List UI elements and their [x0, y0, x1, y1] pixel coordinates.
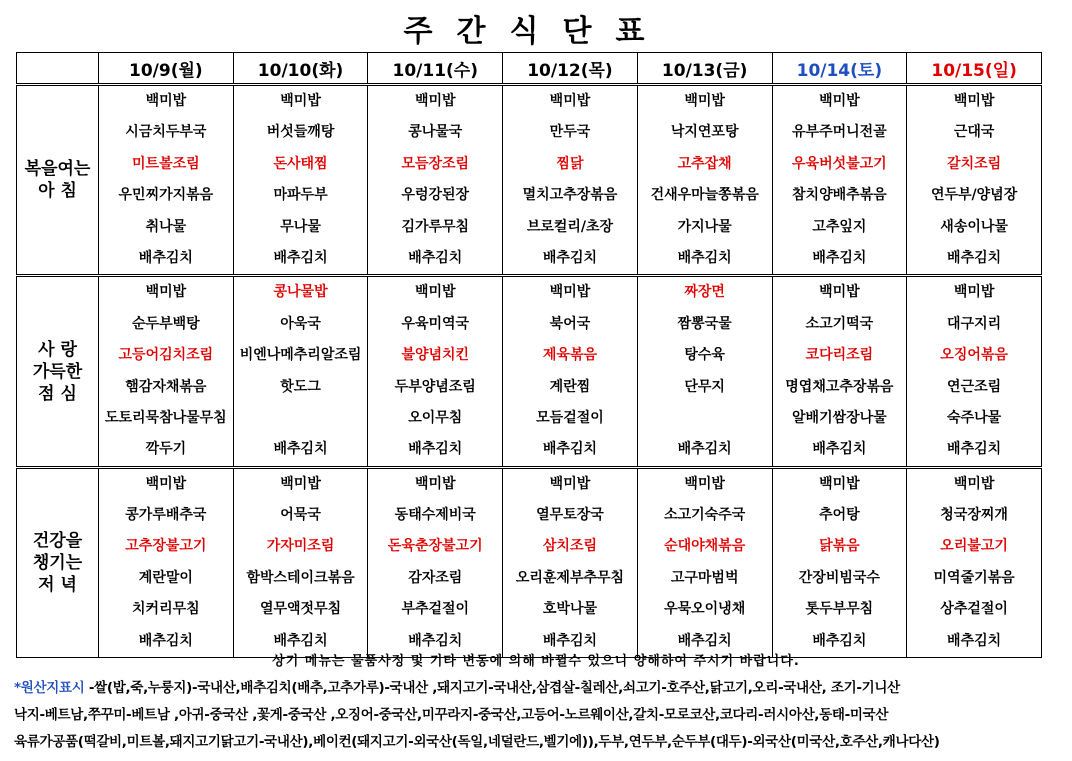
dish-item: 김가루무침 — [401, 218, 470, 235]
menu-cell — [772, 467, 907, 657]
origin-line-1 — [14, 676, 1064, 696]
dish-item: 낙지연포탕 — [670, 124, 739, 141]
menu-cell — [368, 85, 503, 276]
main-dish: 찜닭 — [556, 155, 584, 172]
day-header-sunday: 10/15(일) — [907, 53, 1042, 85]
menu-change-notice: 상기 메뉴는 물품사정 및 기타 변동에 의해 바뀔수 있으니 양해하여 주시기 바랍니다. — [272, 654, 800, 669]
dish-item: 우렁강된장 — [401, 187, 470, 204]
dish-item: 백미밥 — [414, 475, 456, 492]
dish-item — [234, 403, 368, 434]
dish-item: 배추김치 — [138, 632, 193, 649]
dish-item: 두부양념조림 — [394, 378, 476, 395]
dish-item: 취나물 — [145, 218, 187, 235]
dish-item: 열무액젓무침 — [259, 601, 342, 618]
dish-item: 감자조림 — [408, 569, 463, 586]
dish-item: 배추김치 — [408, 249, 463, 266]
menu-cell — [772, 85, 907, 276]
dish-item: 백미밥 — [280, 93, 321, 109]
main-dish: 코다리조림 — [805, 347, 874, 364]
meal-label-lunch — [17, 276, 99, 467]
dish-item: 도토리묵참나물무침 — [104, 409, 227, 426]
dish-item: 순두부백탕 — [132, 315, 200, 332]
main-dish: 고등어김치조림 — [118, 347, 214, 364]
dish-item: 연두부/양념장 — [930, 187, 1018, 204]
meal-label-line: 사 랑 — [38, 339, 77, 360]
dish-item: 만두국 — [549, 124, 591, 141]
menu-cell — [99, 276, 234, 467]
menu-cell — [637, 467, 772, 657]
meal-label-line: 아 침 — [38, 181, 77, 202]
dish-item: 콩나물국 — [408, 124, 463, 141]
dish-item: 백미밥 — [145, 93, 187, 109]
main-dish: 콩나물밥 — [273, 284, 328, 301]
dish-item: 배추김치 — [273, 441, 328, 458]
origin-text: -쌀(밥,죽,누룽지)-국내산,배추김치(배추,고추가루)-국내산 ,돼지고기-국내산,삼겹살-칠레산,쇠고기-호주산,닭고기,오리-국내산, 조기-기니산 — [84, 680, 900, 696]
weekly-menu-table — [16, 52, 1042, 658]
main-dish: 모듬장조림 — [401, 155, 470, 172]
main-dish: 가자미조림 — [266, 538, 335, 555]
meal-row-dinner — [17, 467, 1042, 657]
dish-item: 가지나물 — [677, 218, 732, 235]
dish-item — [638, 403, 772, 434]
origin-line-2: 낙지-베트남,쭈꾸미-베트남 ,아귀-중국산 ,꽃게-중국산 ,오징어-중국산,미꾸라지-중국산,고등어-노르웨이산,갈치-모로코산,코다리-러시아산,동태-미국산 — [14, 707, 889, 723]
dish-item: 백미밥 — [549, 93, 591, 109]
main-dish: 고추장불고기 — [125, 538, 207, 555]
dish-item: 배추김치 — [812, 632, 867, 649]
origin-label: *원산지표시 — [14, 680, 85, 696]
dish-item: 백미밥 — [549, 284, 591, 301]
dish-item: 단무지 — [684, 378, 725, 395]
dish-item: 배추김치 — [677, 249, 732, 266]
menu-cell — [907, 467, 1042, 657]
main-dish: 삼치조림 — [542, 538, 598, 555]
menu-cell — [233, 85, 368, 276]
dish-item: 햄감자채볶음 — [125, 378, 207, 395]
menu-cell — [503, 276, 638, 467]
dish-item: 배추김치 — [947, 632, 1002, 649]
main-dish: 오리불고기 — [940, 538, 1008, 555]
page-title: 주간식단표 — [403, 14, 669, 49]
dish-item: 백미밥 — [280, 475, 321, 492]
dish-item: 버섯들깨탕 — [266, 124, 335, 141]
meal-label-dinner — [17, 467, 99, 657]
dish-item: 추어탕 — [819, 507, 860, 524]
main-dish: 돈육춘장불고기 — [387, 538, 483, 555]
dish-item: 알배기쌈장나물 — [792, 409, 887, 426]
dish-item: 배추김치 — [542, 632, 598, 649]
dish-item: 배추김치 — [138, 249, 193, 266]
day-header-saturday: 10/14(토) — [772, 53, 907, 85]
dish-item: 오리훈제부추무침 — [515, 569, 625, 586]
menu-cell — [233, 276, 368, 467]
dish-item: 배추김치 — [947, 249, 1002, 266]
dish-item: 배추김치 — [408, 632, 463, 649]
dish-item: 깍두기 — [145, 441, 187, 458]
dish-item: 함박스테이크볶음 — [246, 569, 355, 586]
dish-item: 백미밥 — [953, 93, 995, 109]
dish-item: 탕수육 — [684, 347, 725, 364]
dish-item: 배추김치 — [273, 249, 328, 266]
dish-item: 핫도그 — [280, 378, 321, 395]
dish-item: 상추겉절이 — [940, 601, 1008, 618]
meal-row-breakfast — [17, 85, 1042, 276]
dish-item: 청국장찌개 — [940, 507, 1008, 524]
origin-line-3: 육류가공품(떡갈비,미트볼,돼지고기닭고기-국내산),베이컨(돼지고기-외국산(독일,네덜란드,벨기에)),두부,연두부,순두부(대두)-외국산(미국산,호주산,캐나다산) — [14, 734, 940, 750]
dish-item: 숙주나물 — [947, 409, 1002, 426]
dish-item: 멸치고추장볶음 — [522, 187, 618, 204]
menu-cell — [907, 85, 1042, 276]
dish-item: 호박나물 — [542, 601, 598, 618]
dish-item: 배추김치 — [812, 441, 867, 458]
dish-item: 새송이나물 — [940, 218, 1008, 235]
dish-item: 마파두부 — [273, 187, 328, 204]
dish-item: 톳두부무침 — [805, 601, 874, 618]
main-dish: 갈치조림 — [947, 155, 1002, 172]
menu-cell — [637, 276, 772, 467]
dish-item: 아욱국 — [280, 315, 321, 332]
dish-item: 유부주머니전골 — [792, 124, 887, 141]
dish-item: 계란말이 — [138, 569, 193, 586]
main-dish: 미트볼조림 — [132, 155, 200, 172]
dish-item: 백미밥 — [684, 93, 725, 109]
dish-item: 백미밥 — [953, 284, 995, 301]
dish-item: 브로컬리/초장 — [526, 218, 614, 235]
dish-item: 어묵국 — [280, 507, 321, 524]
dish-item: 고추잎지 — [812, 218, 867, 235]
dish-item: 콩가루배추국 — [125, 507, 207, 524]
main-dish: 불양념치킨 — [401, 347, 470, 364]
meal-rows — [17, 85, 1042, 658]
dish-item: 우육미역국 — [401, 315, 470, 332]
dish-item: 배추김치 — [677, 632, 732, 649]
dish-item: 백미밥 — [819, 93, 860, 109]
dish-item: 비엔나메추리알조림 — [239, 347, 362, 364]
dish-item: 참치양배추볶음 — [792, 187, 887, 204]
dish-item: 소고기떡국 — [805, 315, 874, 332]
dish-item: 배추김치 — [542, 441, 598, 458]
dish-item: 오이무침 — [408, 409, 463, 426]
dish-item: 배추김치 — [542, 249, 598, 266]
main-dish: 오징어볶음 — [940, 347, 1008, 364]
dish-item: 열무토장국 — [536, 507, 604, 524]
day-header-row — [17, 53, 1042, 85]
dish-item: 우민찌가지볶음 — [118, 187, 214, 204]
day-header: 10/11(수) — [368, 53, 503, 85]
dish-item: 부추겉절이 — [401, 601, 470, 618]
menu-cell — [368, 467, 503, 657]
main-dish: 순대야채볶음 — [664, 538, 746, 555]
meal-label-line: 점 심 — [38, 383, 77, 404]
meal-label-line: 저 녁 — [38, 574, 77, 595]
main-dish: 닭볶음 — [819, 538, 860, 555]
main-dish: 고추잡채 — [677, 155, 732, 172]
dish-item: 고구마범벅 — [670, 569, 739, 586]
dish-item: 백미밥 — [145, 475, 187, 492]
dish-item: 배추김치 — [408, 441, 463, 458]
day-header: 10/10(화) — [233, 53, 368, 85]
dish-item: 백미밥 — [414, 93, 456, 109]
menu-cell — [503, 85, 638, 276]
dish-item: 배추김치 — [812, 249, 867, 266]
dish-item: 백미밥 — [414, 284, 456, 301]
dish-item: 소고기숙주국 — [664, 507, 746, 524]
dish-item: 간장비빔국수 — [798, 569, 880, 586]
dish-item: 근대국 — [953, 124, 995, 141]
dish-item: 동태수제비국 — [394, 507, 476, 524]
meal-label-line: 건강을 — [32, 530, 83, 551]
menu-cell — [907, 276, 1042, 467]
dish-item: 짬뽕국물 — [677, 315, 732, 332]
meal-label-breakfast — [17, 85, 99, 276]
meal-label-line: 가득한 — [32, 361, 83, 382]
dish-item: 백미밥 — [684, 475, 725, 492]
day-header: 10/12(목) — [503, 53, 638, 85]
meal-row-lunch — [17, 276, 1042, 467]
dish-item: 시금치두부국 — [125, 124, 207, 141]
menu-cell — [99, 85, 234, 276]
dish-item: 무나물 — [280, 218, 321, 235]
dish-item: 백미밥 — [819, 475, 860, 492]
menu-cell — [233, 467, 368, 657]
dish-item: 백미밥 — [819, 284, 860, 301]
dish-item: 미역줄기볶음 — [933, 569, 1015, 586]
corner-cell — [17, 53, 99, 85]
menu-cell — [637, 85, 772, 276]
dish-item: 계란찜 — [549, 378, 591, 395]
dish-item: 대구지리 — [947, 315, 1002, 332]
dish-item: 치커리무침 — [132, 601, 200, 618]
dish-item: 북어국 — [549, 315, 591, 332]
dish-item: 우묵오이냉채 — [664, 601, 746, 618]
main-dish: 돈사태찜 — [273, 155, 328, 172]
dish-item: 백미밥 — [953, 475, 995, 492]
main-dish: 우육버섯불고기 — [792, 155, 887, 172]
main-dish: 제육볶음 — [542, 347, 598, 364]
menu-cell — [368, 276, 503, 467]
dish-item: 백미밥 — [145, 284, 187, 301]
dish-item: 백미밥 — [549, 475, 591, 492]
dish-item: 배추김치 — [947, 441, 1002, 458]
day-header: 10/9(월) — [99, 53, 234, 85]
dish-item: 건새우마늘쫑볶음 — [650, 187, 759, 204]
dish-item: 연근조림 — [947, 378, 1002, 395]
meal-label-line: 챙기는 — [32, 552, 83, 573]
menu-cell — [99, 467, 234, 657]
menu-cell — [772, 276, 907, 467]
dish-item: 명엽채고추장볶음 — [785, 378, 894, 395]
dish-item: 모듬겉절이 — [536, 409, 604, 426]
dish-item: 배추김치 — [677, 441, 732, 458]
dish-item: 배추김치 — [273, 632, 328, 649]
menu-cell — [503, 467, 638, 657]
meal-label-line: 복을여는 — [24, 159, 91, 180]
main-dish: 짜장면 — [684, 284, 725, 301]
day-header: 10/13(금) — [637, 53, 772, 85]
